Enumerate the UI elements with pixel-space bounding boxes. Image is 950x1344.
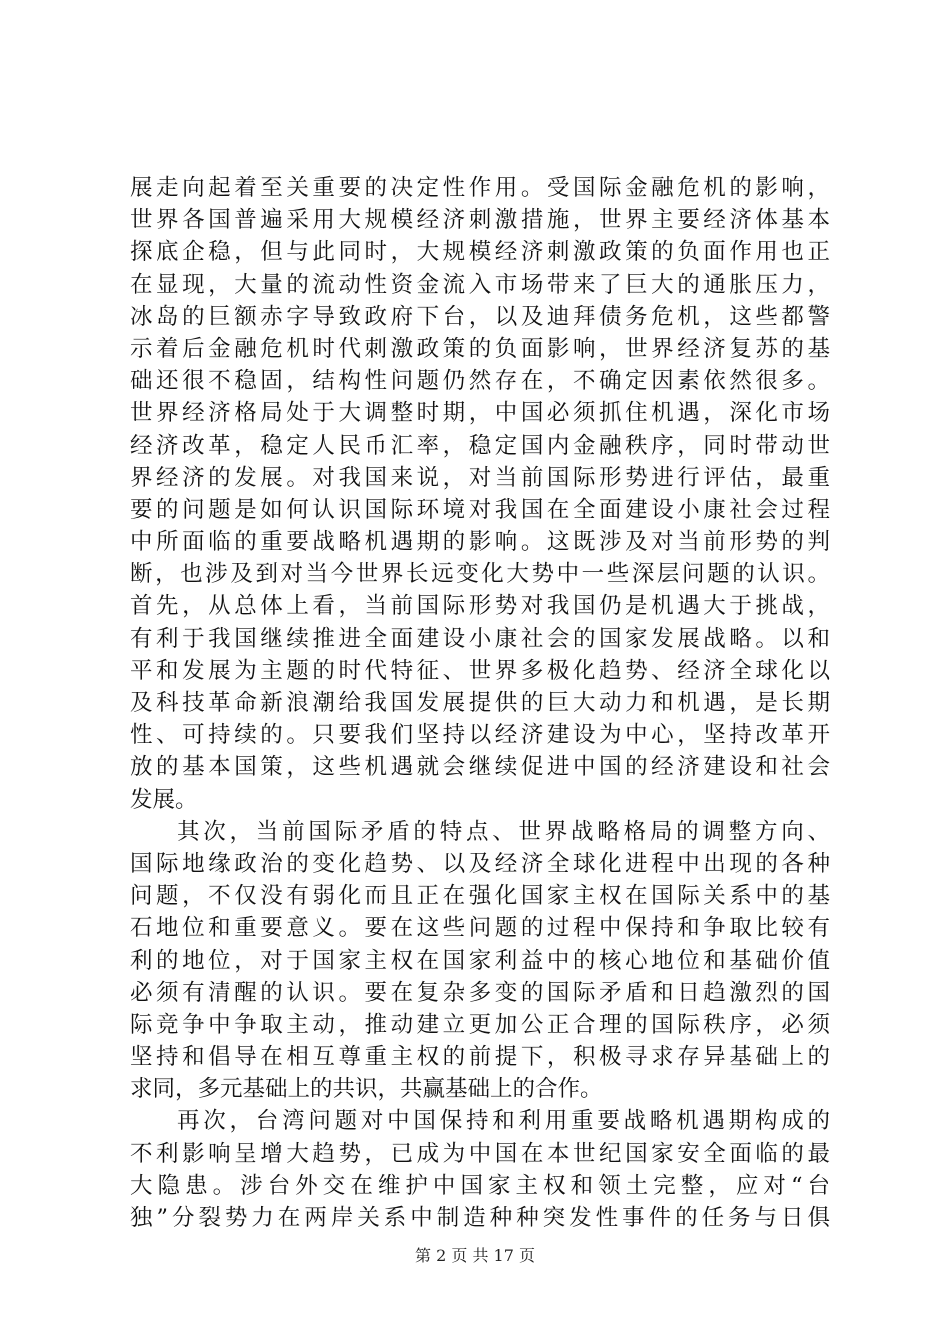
text-line: 问题，不仅没有弱化而且正在强化国家主权在国际关系中的基	[130, 883, 830, 910]
text-line: 平和发展为主题的时代特征、世界多极化趋势、经济全球化以	[130, 657, 830, 684]
text-line: 利的地位，对于国家主权在国家利益中的核心地位和基础价值	[130, 947, 830, 974]
text-line: 性、可持续的。只要我们坚持以经济建设为中心，坚持改革开	[130, 722, 830, 749]
text-line: 发展。	[130, 786, 198, 813]
text-line: 经济改革，稳定人民币汇率，稳定国内金融秩序，同时带动世	[130, 432, 830, 459]
text-line: 础还很不稳固，结构性问题仍然存在，不确定因素依然很多。	[130, 368, 830, 395]
text-line: 再次，台湾问题对中国保持和利用重要战略机遇期构成的	[177, 1108, 830, 1135]
text-line: 有利于我国继续推进全面建设小康社会的国家发展战略。以和	[130, 625, 830, 652]
text-line: 要的问题是如何认识国际环境对我国在全面建设小康社会过程	[130, 496, 830, 523]
text-line: 独”分裂势力在两岸关系中制造种种突发性事件的任务与日俱	[130, 1205, 830, 1231]
text-line: 探底企稳，但与此同时，大规模经济刺激政策的负面作用也正	[130, 239, 830, 266]
text-line: 其次，当前国际矛盾的特点、世界战略格局的调整方向、	[177, 818, 830, 845]
text-line: 示着后金融危机时代刺激政策的负面影响，世界经济复苏的基	[130, 335, 830, 362]
text-line: 界经济的发展。对我国来说，对当前国际形势进行评估，最重	[130, 464, 830, 491]
text-line: 石地位和重要意义。要在这些问题的过程中保持和争取比较有	[130, 915, 830, 942]
text-line: 放的基本国策，这些机遇就会继续促进中国的经济建设和社会	[130, 754, 830, 781]
text-line: 在显现，大量的流动性资金流入市场带来了巨大的通胀压力，	[130, 271, 830, 298]
paragraph-1	[130, 172, 830, 816]
page-number-label: 第 2 页 共 17 页	[415, 1246, 535, 1265]
text-line: 不利影响呈增大趋势，已成为中国在本世纪国家安全面临的最	[130, 1140, 830, 1167]
text-line: 世界各国普遍采用大规模经济刺激措施，世界主要经济体基本	[130, 207, 830, 234]
text-line: 中所面临的重要战略机遇期的影响。这既涉及对当前形势的判	[130, 529, 830, 556]
text-line: 国际地缘政治的变化趋势、以及经济全球化进程中出现的各种	[130, 850, 830, 877]
paragraph-3	[130, 1105, 830, 1234]
document-body	[130, 172, 830, 1234]
page-footer	[0, 1243, 950, 1266]
text-line: 际竞争中争取主动，推动建立更加公正合理的国际秩序，必须	[130, 1011, 830, 1038]
text-line: 世界经济格局处于大调整时期，中国必须抓住机遇，深化市场	[130, 400, 830, 427]
text-line: 求同，多元基础上的共识，共赢基础上的合作。	[130, 1076, 603, 1103]
text-line: 冰岛的巨额赤字导致政府下台，以及迪拜债务危机，这些都警	[130, 303, 830, 330]
text-line: 及科技革命新浪潮给我国发展提供的巨大动力和机遇，是长期	[130, 690, 830, 716]
text-line: 展走向起着至关重要的决定性作用。受国际金融危机的影响，	[130, 175, 830, 201]
text-line: 坚持和倡导在相互尊重主权的前提下，积极寻求存异基础上的	[130, 1044, 830, 1071]
text-line: 首先，从总体上看，当前国际形势对我国仍是机遇大于挑战，	[130, 593, 830, 620]
text-line: 断，也涉及到对当今世界长远变化大势中一些深层问题的认识。	[130, 561, 830, 588]
paragraph-2	[130, 816, 830, 1106]
text-line: 大隐患。涉台外交在维护中国家主权和领土完整，应对“台	[130, 1172, 830, 1199]
text-line: 必须有清醒的认识。要在复杂多变的国际矛盾和日趋激烈的国	[130, 979, 830, 1006]
